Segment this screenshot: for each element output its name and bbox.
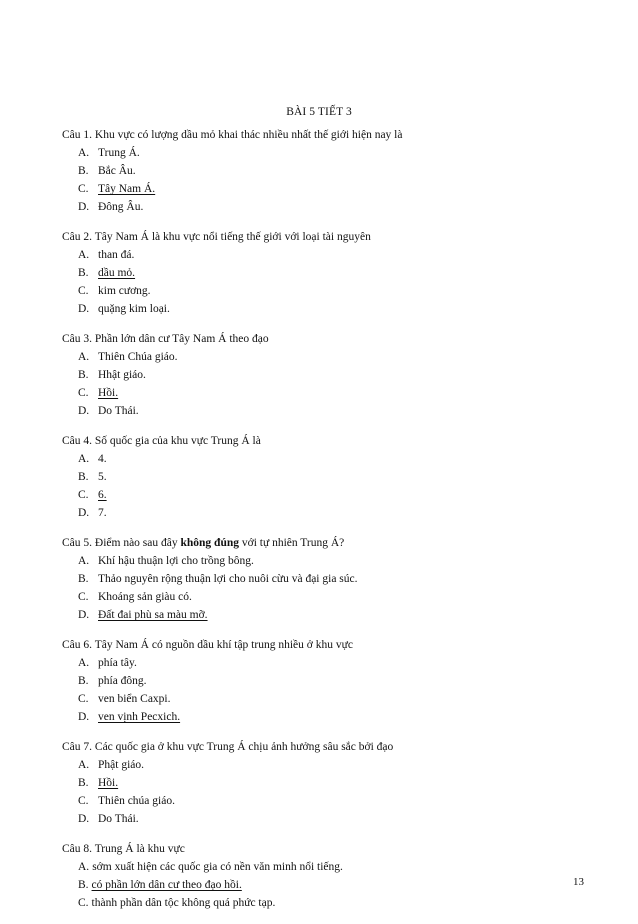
option-label: D.	[78, 711, 90, 723]
option-text: Tây Nam Á.	[98, 183, 156, 195]
option-text: quặng kim loại.	[98, 303, 170, 315]
option-text: sớm xuất hiện các quốc gia có nền văn minh nổi tiếng.	[92, 861, 343, 873]
option-d	[62, 810, 602, 828]
option-a	[62, 144, 602, 162]
option-list	[62, 858, 602, 912]
lesson-title: BÀI 5 TIẾT 3	[286, 106, 352, 118]
option-a	[62, 858, 602, 876]
option-text: Hồi.	[98, 777, 119, 789]
option-c-correct	[62, 384, 602, 402]
option-c	[62, 588, 602, 606]
option-label: B.	[78, 573, 89, 585]
option-c-correct	[62, 486, 602, 504]
option-text: Khí hậu thuận lợi cho trồng bông.	[98, 555, 254, 567]
option-text: Thảo nguyên rộng thuận lợi cho nuôi cừu và đại gia súc.	[98, 573, 358, 585]
option-b	[62, 468, 602, 486]
option-label: D.	[78, 609, 90, 621]
option-text: thành phần dân tộc không quá phức tạp.	[91, 897, 276, 909]
question-text: Câu 8. Trung Á là khu vực	[62, 843, 185, 855]
option-text: Đông Âu.	[98, 201, 144, 213]
option-label: B.	[78, 777, 89, 789]
option-list	[62, 246, 602, 318]
option-text: Khoáng sản giàu có.	[98, 591, 192, 603]
option-c	[62, 690, 602, 708]
question-text: Câu 7. Các quốc gia ở khu vực Trung Á chịu ảnh hưởng sâu sắc bởi đạo	[62, 741, 394, 753]
question-text: Câu 2. Tây Nam Á là khu vực nổi tiếng thế giới với loại tài nguyên	[62, 231, 371, 243]
option-text: Hhật giáo.	[98, 369, 146, 381]
question-5	[62, 534, 602, 624]
question-4	[62, 432, 602, 522]
option-list	[62, 348, 602, 420]
option-text: Đất đai phù sa màu mỡ.	[98, 609, 208, 621]
option-label: D.	[78, 813, 90, 825]
option-c	[62, 792, 602, 810]
option-label: C.	[78, 795, 89, 807]
option-b-correct	[62, 264, 602, 282]
option-a	[62, 552, 602, 570]
question-3	[62, 330, 602, 420]
option-text: ven biển Caxpi.	[98, 693, 171, 705]
page-number: 13	[573, 876, 584, 888]
option-b-correct	[62, 774, 602, 792]
option-text: Bắc Âu.	[98, 165, 136, 177]
option-d-correct	[62, 606, 602, 624]
question-emphasis: không đúng	[180, 537, 239, 549]
option-c	[62, 282, 602, 300]
question-text: Câu 1. Khu vực có lượng dầu mỏ khai thác nhiều nhất thế giới hiện nay là	[62, 129, 403, 141]
option-b-correct	[62, 876, 602, 894]
option-text: Trung Á.	[98, 147, 140, 159]
option-a	[62, 654, 602, 672]
option-text: Thiên chúa giáo.	[98, 795, 175, 807]
option-label: C.	[78, 387, 89, 399]
option-label: B.	[78, 471, 89, 483]
option-b	[62, 366, 602, 384]
question-6	[62, 636, 602, 726]
option-text: phía tây.	[98, 657, 137, 669]
option-c-correct	[62, 180, 602, 198]
option-text: ven vịnh Pecxich.	[98, 711, 181, 723]
option-label: A.	[78, 657, 90, 669]
option-label: B.	[78, 675, 89, 687]
option-d	[62, 402, 602, 420]
option-d	[62, 198, 602, 216]
option-d-correct	[62, 708, 602, 726]
option-text: 6.	[98, 489, 107, 501]
question-2	[62, 228, 602, 318]
option-d	[62, 504, 602, 522]
option-text: phía đông.	[98, 675, 147, 687]
option-text: 7.	[98, 507, 107, 519]
option-b	[62, 570, 602, 588]
option-label: B.	[78, 879, 89, 891]
option-text: dầu mỏ.	[98, 267, 136, 279]
option-label: B.	[78, 165, 89, 177]
question-7	[62, 738, 602, 828]
question-text: Câu 4. Số quốc gia của khu vực Trung Á là	[62, 435, 261, 447]
option-label: C.	[78, 693, 89, 705]
option-text: Do Thái.	[98, 405, 139, 417]
option-list	[62, 756, 602, 828]
option-c	[62, 894, 602, 912]
question-text: Câu 3. Phần lớn dân cư Tây Nam Á theo đạo	[62, 333, 269, 345]
option-label: A.	[78, 453, 90, 465]
option-text: Hồi.	[98, 387, 119, 399]
option-text: 5.	[98, 471, 107, 483]
option-a	[62, 756, 602, 774]
option-list	[62, 450, 602, 522]
option-list	[62, 654, 602, 726]
option-text: Phật giáo.	[98, 759, 144, 771]
question-text: Câu 6. Tây Nam Á có nguồn dầu khí tập trung nhiều ở khu vực	[62, 639, 353, 651]
option-label: D.	[78, 507, 90, 519]
option-text: than đá.	[98, 249, 135, 261]
option-a	[62, 246, 602, 264]
option-b	[62, 672, 602, 690]
option-label: C.	[78, 183, 89, 195]
option-text: kim cương.	[98, 285, 151, 297]
question-text-suffix: với tự nhiên Trung Á?	[241, 537, 345, 549]
option-label: D.	[78, 405, 90, 417]
question-list	[62, 126, 602, 924]
option-label: C.	[78, 285, 89, 297]
option-list	[62, 144, 602, 216]
option-list	[62, 552, 602, 624]
option-text: Thiên Chúa giáo.	[98, 351, 178, 363]
option-text: có phần lớn dân cư theo đạo hồi.	[91, 879, 242, 891]
option-label: A.	[78, 351, 90, 363]
option-label: A.	[78, 759, 90, 771]
option-label: A.	[78, 249, 90, 261]
option-label: A.	[78, 147, 90, 159]
option-label: D.	[78, 201, 90, 213]
question-text-prefix: Câu 5. Điểm nào sau đây	[62, 537, 178, 549]
question-8	[62, 840, 602, 912]
option-text: Do Thái.	[98, 813, 139, 825]
option-b	[62, 162, 602, 180]
option-label: C.	[78, 897, 89, 909]
option-label: A.	[78, 861, 90, 873]
option-label: C.	[78, 489, 89, 501]
option-a	[62, 450, 602, 468]
question-1	[62, 126, 602, 216]
option-label: D.	[78, 303, 90, 315]
option-a	[62, 348, 602, 366]
question-text	[62, 534, 602, 552]
option-label: A.	[78, 555, 90, 567]
option-text: 4.	[98, 453, 107, 465]
option-label: C.	[78, 591, 89, 603]
option-label: B.	[78, 369, 89, 381]
option-d	[62, 300, 602, 318]
option-label: B.	[78, 267, 89, 279]
